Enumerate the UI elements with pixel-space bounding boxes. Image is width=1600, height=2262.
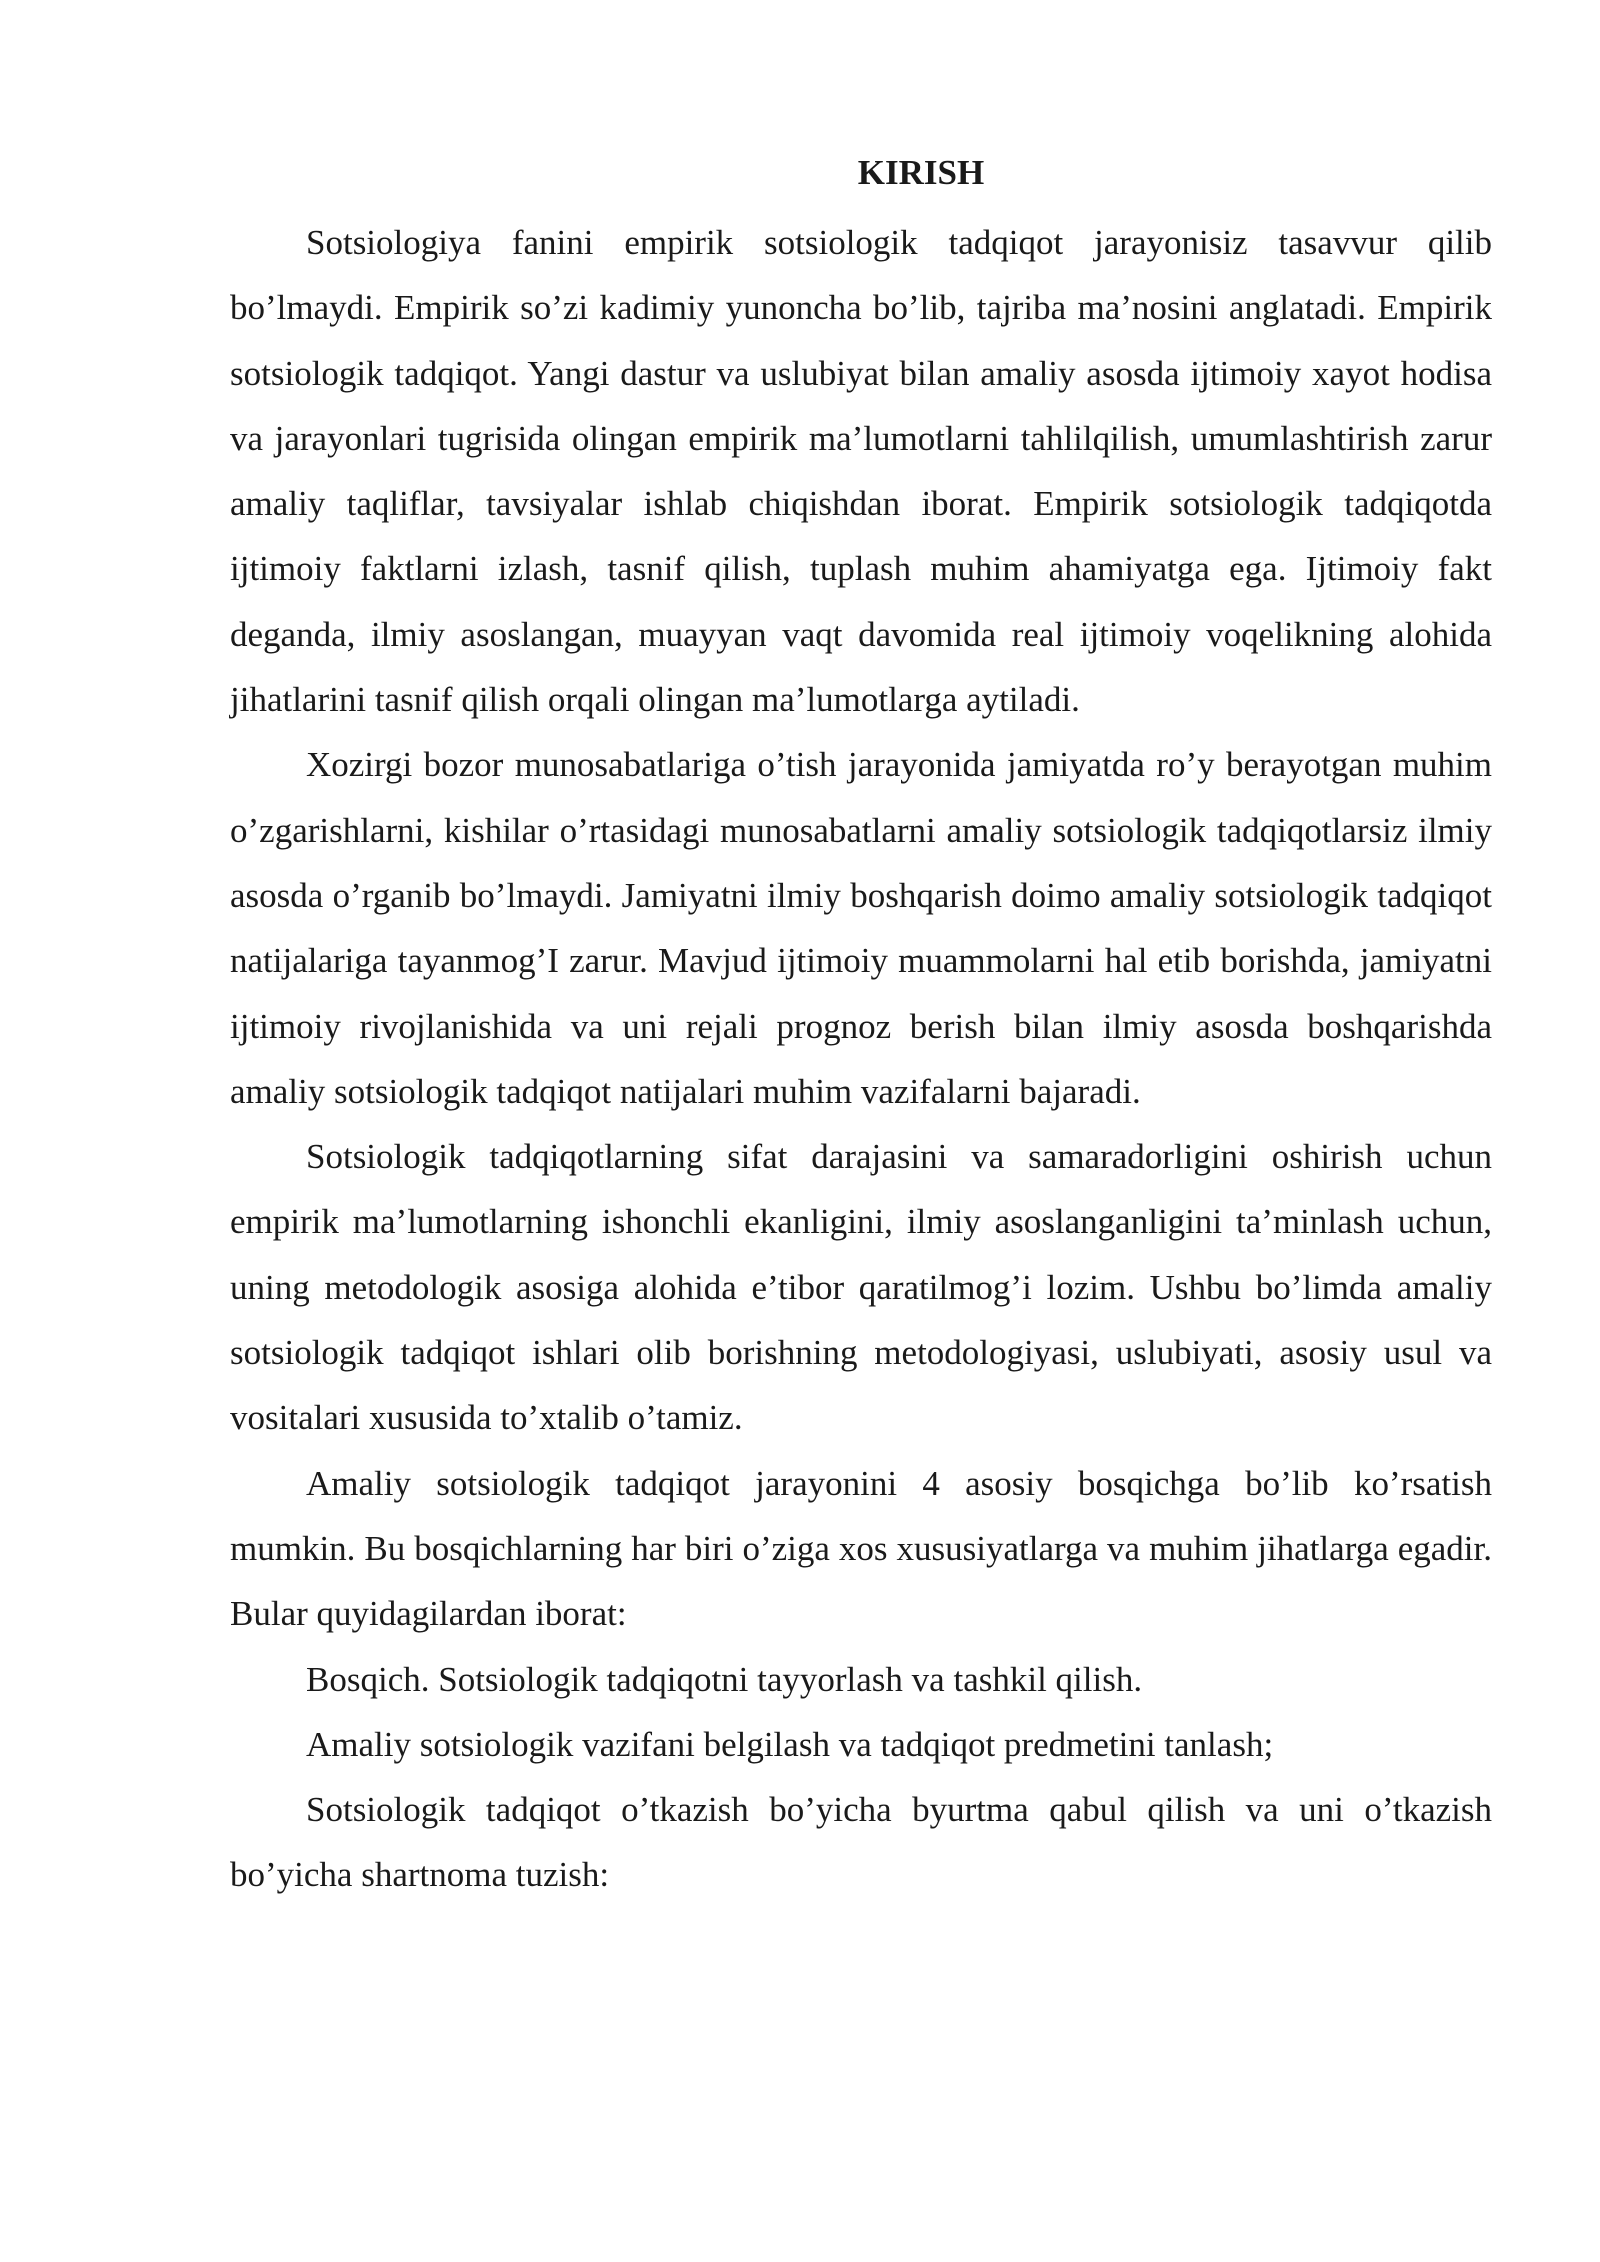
paragraph-6: Amaliy sotsiologik vazifani belgilash va tadqiqot predmetini tanlash; [306, 1724, 1274, 1764]
paragraph-2: Xozirgi bozor munosabatlariga o’tish jarayonida jamiyatda ro’y berayotgan muhim o’zgarishlarni, kishilar o’rtasidagi munosabatlarni amaliy sotsiologik tadqiqotlarsiz ilmiy asosda o’rganib bo’lmaydi. Jamiyatni ilmiy boshqarish doimo amaliy sotsiologik tadqiqot natijalariga tayanmog’I zarur. Mavjud ijtimoiy muammolarni hal etib borishda, jamiyatni ijtimoiy rivojlanishida va uni rejali prognoz berish bilan ilmiy asosda boshqarishda amaliy sotsiologik tadqiqot natijalari muhim vazifalarni bajaradi. [230, 745, 1492, 1111]
paragraph-3: Sotsiologik tadqiqotlarning sifat darajasini va samaradorligini oshirish uchun empirik ma’lumotlarning ishonchli ekanligini, ilmiy asoslanganligini ta’minlash uchun, uning metodologik asosiga alohida e’tibor qaratilmog’i lozim. Ushbu bo’limda amaliy sotsiologik tadqiqot ishlari olib borishning metodologiyasi, uslubiyati, asosiy usul va vositalari xususida to’xtalib o’tamiz. [230, 1137, 1492, 1438]
paragraph-4: Amaliy sotsiologik tadqiqot jarayonini 4 asosiy bosqichga bo’lib ko’rsatish mumkin. Bu bosqichlarning har biri o’ziga xos xususiyatlarga va muhim jihatlarga egadir. Bular quyidagilardan iborat: [230, 1463, 1492, 1634]
paragraph-5: Bosqich. Sotsiologik tadqiqotni tayyorlash va tashkil qilish. [306, 1659, 1143, 1699]
page-title: KIRISH [857, 153, 985, 192]
paragraph-1: Sotsiologiya fanini empirik sotsiologik tadqiqot jarayonisiz tasavvur qilib bo’lmaydi. Empirik so’zi kadimiy yunoncha bo’lib, tajriba ma’nosini anglatadi. Empirik sotsiologik tadqiqot. Yangi dastur va uslubiyat bilan amaliy asosda ijtimoiy xayot hodisa va jarayonlari tugrisida olingan empirik ma’lumotlarni tahlilqilish, umumlashtirish zarur amaliy taqliflar, tavsiyalar ishlab chiqishdan iborat. Empirik sotsiologik tadqiqotda ijtimoiy faktlarni izlash, tasnif qilish, tuplash muhim ahamiyatga ega. Ijtimoiy fakt deganda, ilmiy asoslangan, muayyan vaqt davomida real ijtimoiy voqelikning alohida jihatlarini tasnif qilish orqali olingan ma’lumotlarga aytiladi. [230, 223, 1492, 720]
paragraph-7: Sotsiologik tadqiqot o’tkazish bo’yicha byurtma qabul qilish va uni o’tkazish bo’yicha shartnoma tuzish: [230, 1790, 1492, 1895]
document-body [230, 210, 1492, 1908]
